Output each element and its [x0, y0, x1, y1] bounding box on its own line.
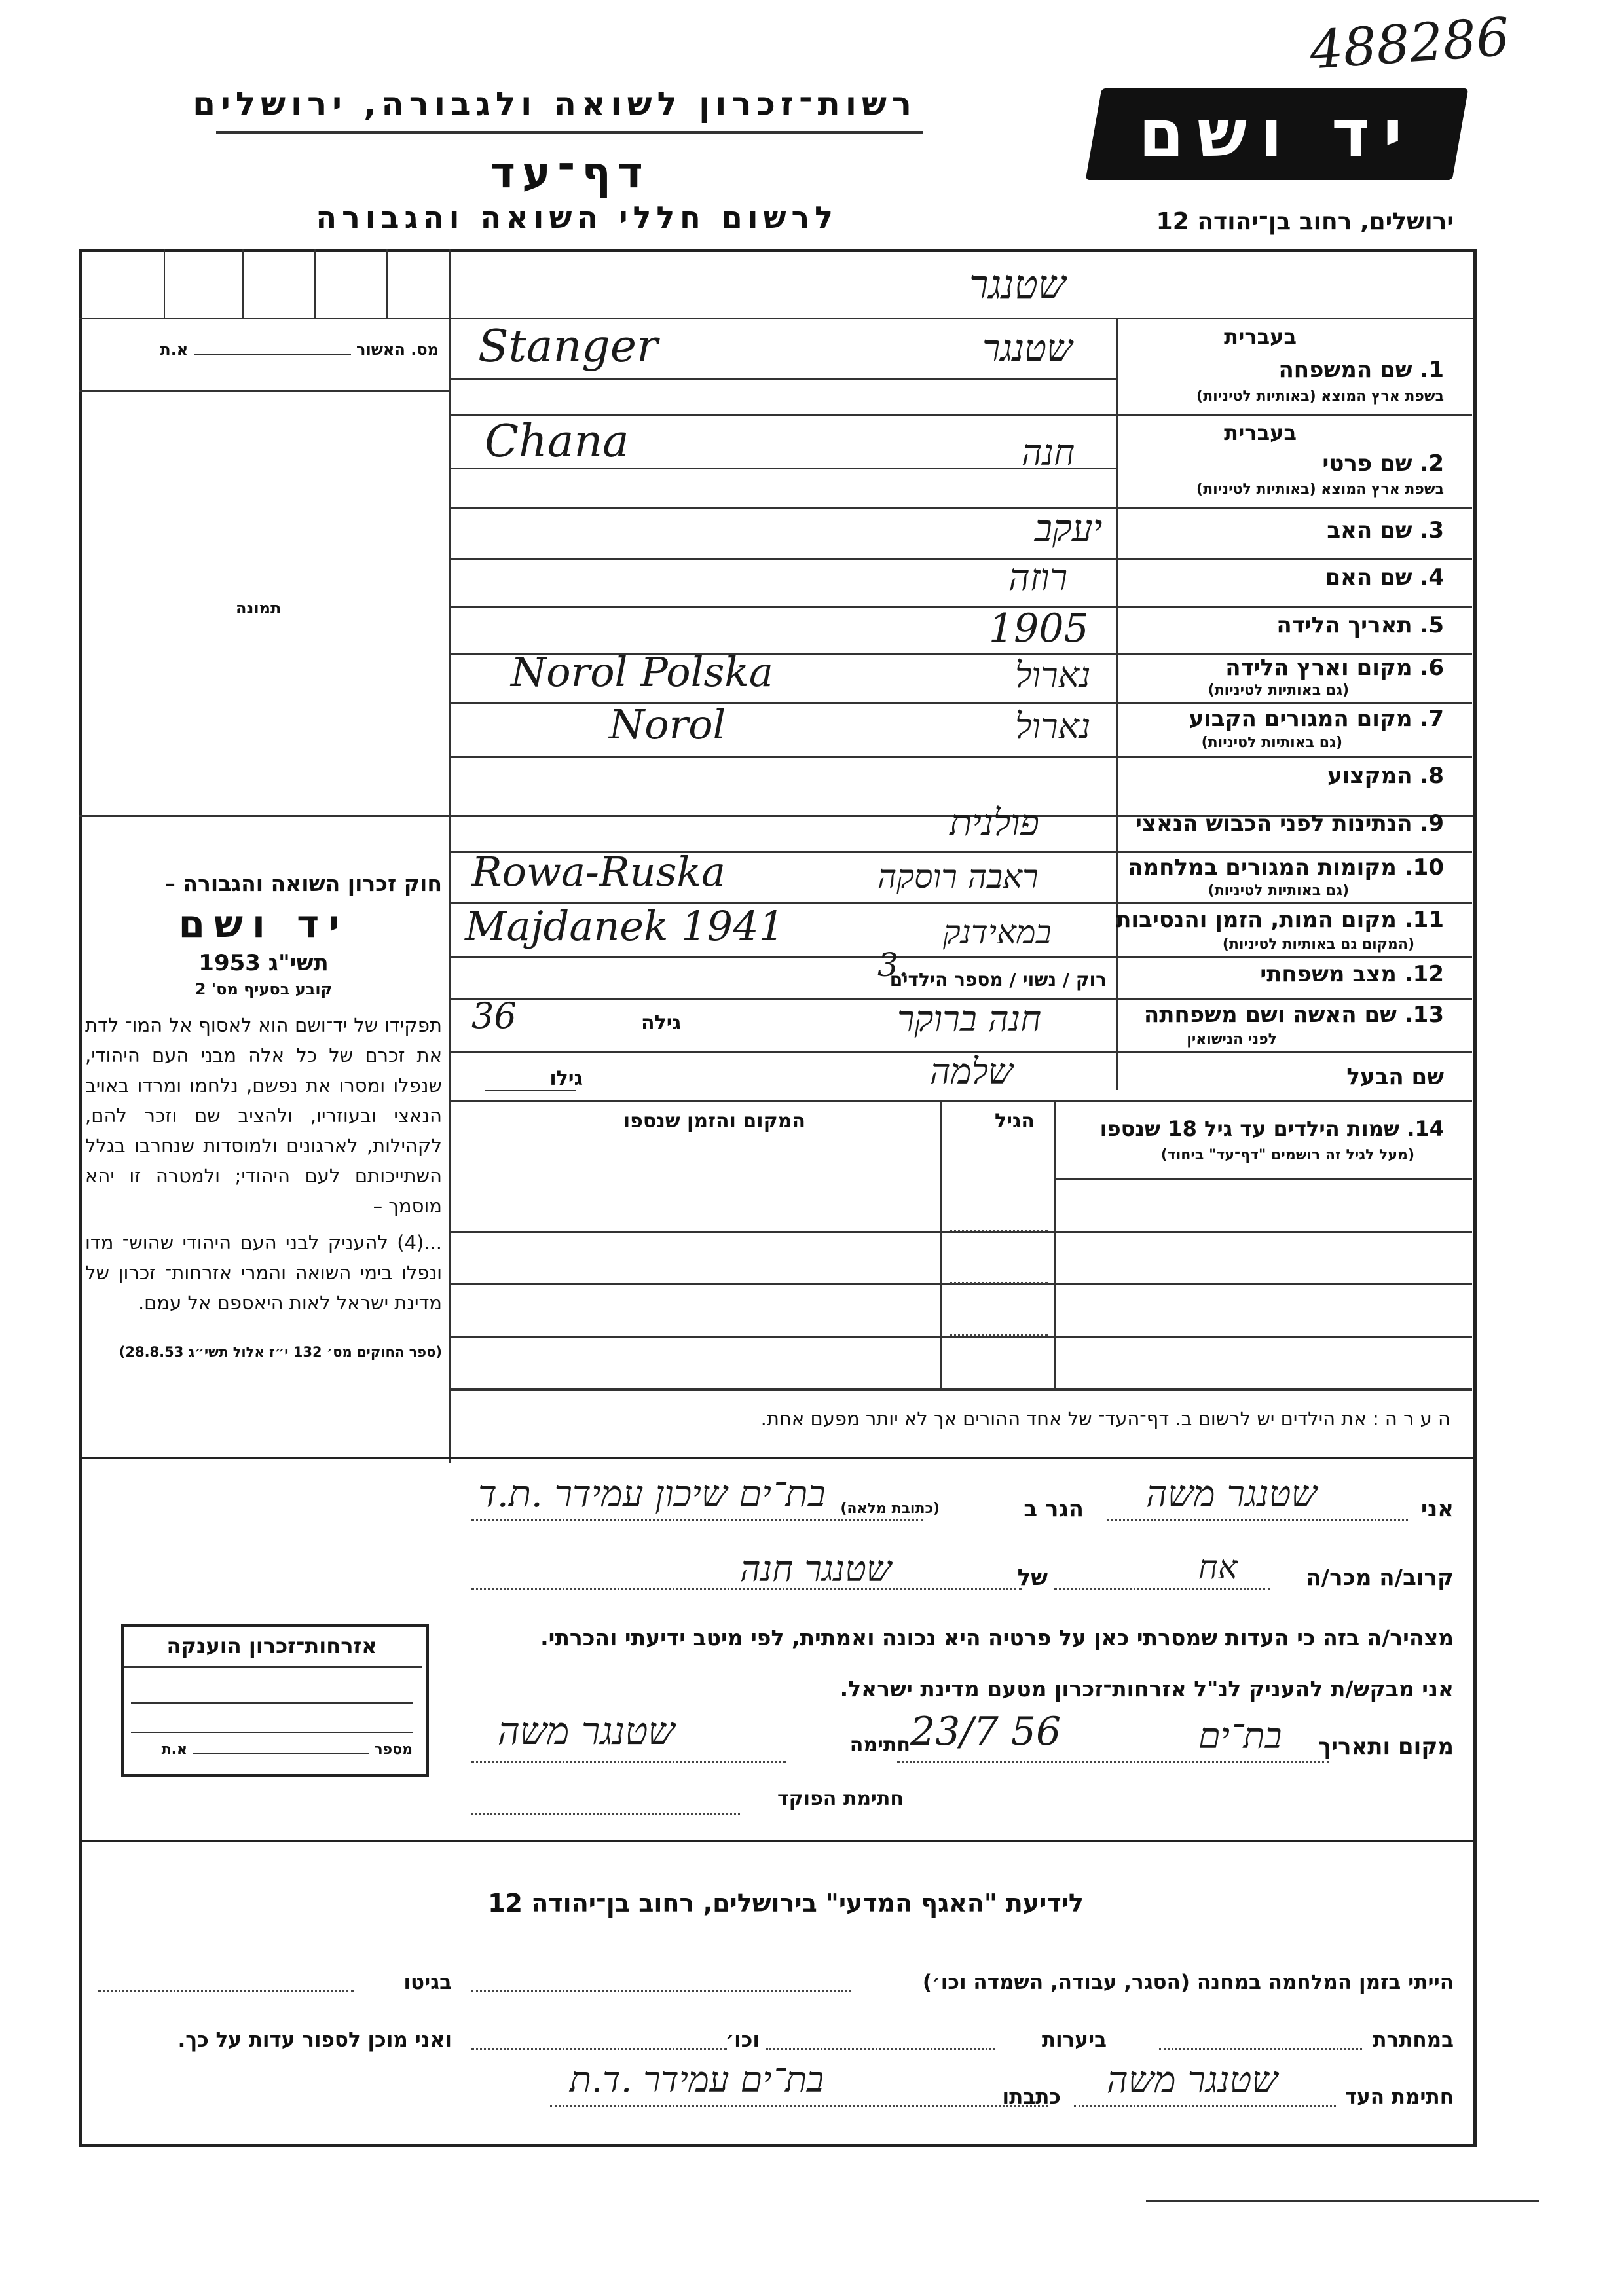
footer-addr-label: כתבתו — [1002, 2085, 1061, 2109]
children-col-age: הגיל — [995, 1110, 1035, 1133]
sidebar-divider — [449, 249, 451, 1463]
f13-label: 13. שם האשה ושם משפחתה — [1143, 1002, 1444, 1028]
footer-forest-label: ביערות — [1041, 2028, 1107, 2052]
tick-2 — [242, 249, 244, 318]
f6-value-hebrew: נארול — [1015, 655, 1091, 696]
f9-value: פולנית — [950, 802, 1039, 845]
decl-name-value: שטנגר משה — [1146, 1473, 1318, 1516]
f14-sub: (מעל לגיל זה רושמים "דף־עד" ביחוד) — [1160, 1147, 1414, 1163]
footer-sig-line — [1074, 2105, 1336, 2107]
f8-label: 8. המקצוע — [1327, 763, 1444, 789]
law-clause: קובע בסעיף מס' 2 — [194, 980, 333, 998]
f13-value: חנה ברוקר — [897, 998, 1042, 1040]
tick-4 — [386, 249, 388, 318]
f12-value: 3. — [877, 946, 909, 984]
f2-divider-mid — [451, 468, 1116, 469]
photo-label: תמונה — [236, 599, 282, 617]
approval-suffix: א.ת — [160, 340, 189, 359]
f2-hebrew-tag: בעברית — [1224, 420, 1297, 445]
decl-of-line — [471, 1588, 1022, 1590]
approval-number — [92, 340, 439, 359]
footer-etc-fill — [471, 2048, 727, 2050]
authority-title: רשות־זכרון לשואה ולגבורה, ירושלים — [193, 85, 917, 123]
husband-age-line — [485, 1090, 576, 1091]
f6-label: 6. מקום וארץ הלידה — [1225, 655, 1444, 681]
f13-sub: לפני הנישואין — [1187, 1031, 1277, 1048]
decl-officer-line — [471, 1813, 740, 1815]
f13-age-value: 36 — [471, 995, 517, 1036]
f11-value-hebrew: במאידנק — [943, 913, 1052, 951]
footer-sig-value: שטנגר משה — [1107, 2059, 1278, 2102]
f6-sub: (גם באותיות לטיניות) — [1208, 682, 1349, 699]
scan-edge-mark — [1146, 2200, 1539, 2202]
decl-date-value: 23/7 56 — [910, 1709, 1061, 1755]
footer-underground-fill — [1159, 2048, 1362, 2050]
law-block — [85, 871, 442, 1360]
decl-resident-label: הגר ב — [1024, 1496, 1084, 1522]
decl-signature-value: שטנגר משה — [498, 1709, 675, 1753]
law-reference: (ספר החוקים מס׳ 132 י״ז אלול תשי״ג 28.8.53) — [119, 1344, 442, 1360]
footer-ghetto-label: בגיטו — [403, 1971, 452, 1994]
f10-value-hebrew: ראבה רוסקה — [877, 858, 1039, 896]
footer-line1-label: הייתי בזמן המלחמה במחנה (הסגר, עבודה, השמדה וכו׳) — [922, 1971, 1454, 1994]
citizenship-title-underline — [124, 1666, 422, 1668]
f5-value: 1905 — [989, 606, 1089, 651]
f12-options: רוק / נשוי / מספר הילדים — [889, 969, 1107, 991]
top-strip-bottom — [79, 318, 1473, 319]
f10-value-latin: Rowa-Ruska — [471, 848, 726, 896]
f1-divider-mid — [451, 378, 1116, 380]
f2-label: 2. שם פרטי — [1322, 450, 1444, 477]
law-name: יד ושם — [178, 902, 349, 946]
decl-officer-label: חתימת הפוקד — [777, 1787, 904, 1810]
decl-signature-label: חתימה — [849, 1734, 910, 1757]
f7-value-latin: Norol — [609, 701, 726, 748]
f7-label: 7. מקום המגורים הקבוע — [1189, 706, 1444, 732]
f14-label: 14. שמות הילדים עד גיל 18 שנספו — [1099, 1116, 1444, 1141]
children-note: ה ע ר ה : את הילדים יש לרשום ב. דף־העד־ של אחד ההורים אך לא יותר מפעם אחת. — [760, 1408, 1450, 1430]
f11-label: 11. מקום המות, הזמן והנסיבות — [1116, 907, 1444, 933]
decl-ani-label: אני — [1420, 1496, 1454, 1522]
decl-request: אני מבקש/ת להעניק לנ"ל אזרחות־זכרון מטעם מדינת ישראל. — [840, 1676, 1454, 1702]
f12-label: 12. מצב משפחתי — [1260, 961, 1444, 987]
note-top — [451, 1388, 1472, 1391]
footer-top — [79, 1840, 1473, 1842]
decl-name-line — [1107, 1519, 1408, 1521]
footer-forest-fill — [766, 2048, 995, 2050]
husband-value: שלמה — [930, 1051, 1014, 1092]
husband-bottom — [451, 1100, 1472, 1102]
children-col-divider-2 — [1054, 1102, 1056, 1390]
form-title: דף־עד — [490, 147, 650, 198]
tick-1 — [164, 249, 165, 318]
f3-bottom — [451, 558, 1472, 560]
f4-value: רוזה — [1008, 556, 1068, 599]
footer-testify-label: ואני מוכן לספור עדות על כך. — [177, 2028, 452, 2052]
f11-value-latin: Majdanek 1941 — [465, 902, 785, 950]
citizenship-number-suffix: א.ת — [161, 1741, 188, 1758]
footer-addr-line — [550, 2105, 1048, 2107]
footer-ghetto-fill — [98, 1990, 354, 1992]
f1-sub: בשפת ארץ המוצא (באותיות לטיניות) — [1196, 388, 1444, 405]
f7-bottom — [451, 756, 1472, 758]
decl-place-value: בת־ים — [1198, 1715, 1282, 1757]
authority-underline — [216, 131, 923, 134]
decl-relation-value: אח — [1198, 1548, 1238, 1586]
footer-etc-label: וכו׳ — [725, 2028, 760, 2052]
footer-line1-fill — [471, 1990, 851, 1992]
f10-label: 10. מקומות המגורים במלחמה — [1128, 854, 1444, 881]
citizenship-title: אזרחות־זכרון הוענקה — [166, 1633, 377, 1658]
logo-text: יד ושם — [1138, 95, 1416, 172]
form-subtitle: לרשום חללי השואה והגבורה — [316, 200, 838, 235]
decl-statement: מצהיר/ה בזה כי העדות שמסרתי כאן על פרטיה היא נכונה ואמתית, לפי מיטב ידיעתי והכרתי. — [540, 1625, 1454, 1650]
decl-of-label: של — [1017, 1565, 1048, 1591]
f10-sub: (גם באותיות לטיניות) — [1208, 883, 1349, 899]
decl-relation-line — [1054, 1588, 1270, 1590]
f9-label: 9. הנתינות לפני הכבוש הנאצי — [1135, 811, 1444, 837]
f2-bottom — [451, 507, 1472, 509]
f2-sub: בשפת ארץ המוצא (באותיות לטיניות) — [1196, 481, 1444, 498]
children-col-place: המקום והזמן שנספו — [623, 1110, 805, 1133]
law-title: חוק זכרון השואה והגבורה – — [164, 871, 442, 896]
f4-bottom — [451, 606, 1472, 608]
f1-label: 1. שם המשפחה — [1278, 357, 1444, 383]
husband-age-label: גילו — [549, 1067, 583, 1090]
f1-hebrew-tag: בעברית — [1224, 324, 1297, 349]
children-row-2-age — [950, 1282, 1048, 1284]
decl-relation-label: קרוב/ה מכר/ה — [1306, 1565, 1454, 1591]
decl-address-value: בת־ים שיכון עמידר .ת.ד — [478, 1473, 826, 1516]
f1-value-hebrew: שטנגר — [982, 327, 1073, 370]
document-number: 488286 — [1308, 6, 1512, 81]
footer-underground-label: במחתרת — [1373, 2028, 1454, 2052]
f13-age-label: גילה — [641, 1011, 681, 1034]
law-text-purpose: תפקידו של יד־ושם הוא לאסוף אל המו־ לדת את זכרם של כל אלה מבני העם היהודי, שנפלו ומסרו את נפשם, נלחמו ומרדו באויב הנאצי ובעוזריו, ולהציב שם וזכר להם, לקהילות, לארגונים ולמוסדות שנחרבו בגלל השתייכותם לעם היהודי; ולמטרה זו יהא מוסמך – — [85, 1014, 442, 1217]
children-col-divider-1 — [940, 1102, 942, 1390]
husband-label: שם הבעל — [1346, 1064, 1444, 1090]
f1-value-latin: Stanger — [478, 321, 658, 373]
decl-address-hint: (כתובת מלאה) — [840, 1501, 940, 1517]
citizenship-line-1 — [131, 1702, 413, 1704]
tick-3 — [314, 249, 316, 318]
address-text: ירושלים, רחוב בן־יהודה 12 — [1156, 208, 1454, 235]
decl-signature-line — [471, 1761, 786, 1763]
f7-sub: (גם באותיות לטיניות) — [1201, 735, 1342, 751]
children-header-bottom — [1054, 1178, 1472, 1180]
citizenship-line-2 — [131, 1732, 413, 1733]
approval-label: מס. האשור — [356, 340, 439, 359]
footer-sig-label: חתימת העד — [1344, 2085, 1454, 2109]
label-column-divider — [1116, 318, 1118, 1090]
law-text-citizenship: ...(4) להעניק לבני העם היהודי שהוש־ מדו ונפלו בימי השואה והמרי אזרחות־ זכרון של מדינת ישראל לאות היאספם אל עמם. — [85, 1231, 442, 1314]
f11-sub: (המקום גם באותיות לטיניות) — [1222, 936, 1414, 953]
photo-box-top — [79, 390, 451, 392]
f7-value-hebrew: נארול — [1015, 706, 1091, 747]
decl-of-value: שטנגר חנה — [740, 1548, 892, 1590]
footer-addr-value: בת־ים עמידר .ד.ת — [570, 2059, 824, 2100]
f6-bottom — [451, 702, 1472, 704]
f2-value-hebrew: חנה — [1022, 432, 1075, 473]
decl-date-line — [897, 1761, 1329, 1763]
f3-value: יעקב — [1035, 507, 1103, 550]
f2-value-latin: Chana — [485, 416, 629, 467]
f5-label: 5. תאריך הלידה — [1276, 612, 1444, 638]
top-hebrew-surname: שטנגר — [969, 262, 1066, 308]
f3-label: 3. שם האב — [1327, 517, 1444, 543]
f6-value-latin: Norol Polska — [511, 648, 773, 696]
f11-bottom — [451, 956, 1472, 958]
f4-label: 4. שם האם — [1325, 564, 1444, 591]
citizenship-number-row — [131, 1741, 413, 1758]
law-year: תשי"ג 1953 — [198, 950, 329, 976]
note-bottom — [79, 1457, 1473, 1459]
citizenship-number-label: מספר — [374, 1741, 413, 1758]
footer-title: לידיעת "האגף המדעי" בירושלים, רחוב בן־יהודה 12 — [488, 1889, 1084, 1918]
decl-address-line — [471, 1519, 923, 1521]
decl-place-date-label: מקום ותאריך — [1318, 1734, 1454, 1760]
children-row-1-age — [950, 1230, 1048, 1231]
children-row-3-age — [950, 1334, 1048, 1336]
